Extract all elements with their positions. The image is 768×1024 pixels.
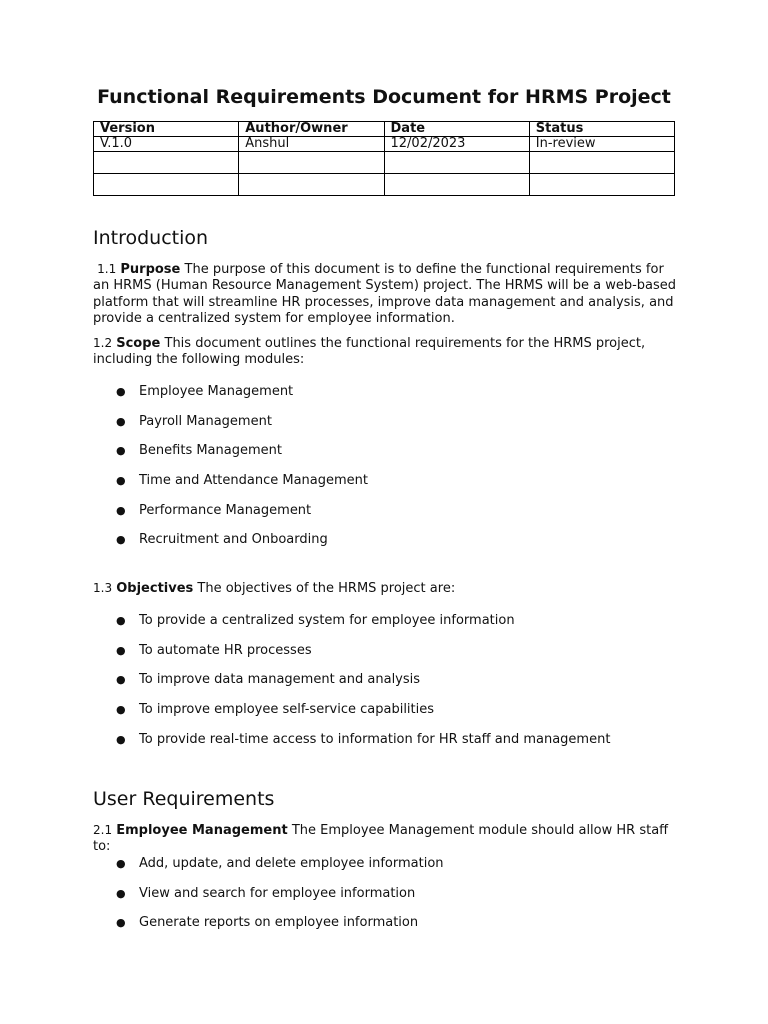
purpose-label: Purpose bbox=[120, 262, 181, 277]
scope-paragraph bbox=[93, 335, 683, 369]
list-item: ● Add, update, and delete employee information bbox=[116, 856, 444, 871]
version-cell bbox=[94, 174, 239, 196]
purpose-paragraph bbox=[93, 261, 683, 327]
bullet-icon: ● bbox=[116, 643, 126, 657]
document-title: Functional Requirements Document for HRMS Project bbox=[97, 86, 671, 108]
purpose-number: 1.1 bbox=[97, 262, 117, 276]
list-item: ● To automate HR processes bbox=[116, 642, 312, 658]
scope-label: Scope bbox=[116, 336, 161, 351]
list-item: ● View and search for employee information bbox=[116, 885, 416, 901]
bullet-icon: ● bbox=[116, 703, 126, 717]
bullet-icon: ● bbox=[116, 916, 126, 930]
author-cell bbox=[239, 152, 384, 174]
status-cell bbox=[529, 152, 674, 174]
list-item: ● Recruitment and Onboarding bbox=[116, 532, 328, 548]
version-table-header-row bbox=[94, 122, 675, 137]
status-cell bbox=[529, 174, 674, 196]
table-row bbox=[94, 152, 675, 174]
date-cell bbox=[384, 174, 529, 196]
bullet-icon: ● bbox=[116, 385, 126, 398]
table-row bbox=[94, 174, 675, 196]
bullet-icon: ● bbox=[116, 414, 126, 428]
bullet-icon: ● bbox=[116, 503, 126, 517]
list-item: ● Performance Management bbox=[116, 502, 312, 518]
objectives-number: 1.3 bbox=[93, 581, 113, 595]
version-header: Version bbox=[94, 122, 239, 137]
list-item: ● To provide real-time access to information for HR staff and management bbox=[116, 731, 611, 747]
status-cell: In-review bbox=[529, 137, 674, 152]
bullet-icon: ● bbox=[116, 533, 126, 547]
version-cell bbox=[94, 152, 239, 174]
list-item: ● Generate reports on employee information bbox=[116, 915, 419, 931]
list-item: ● To improve data management and analysis bbox=[116, 672, 421, 688]
author-cell: Anshul bbox=[239, 137, 384, 152]
employee-management-number: 2.1 bbox=[93, 823, 113, 837]
date-cell: 12/02/2023 bbox=[384, 137, 529, 152]
scope-text: This document outlines the functional requirements for the HRMS project, including the following modules: bbox=[93, 336, 646, 368]
employee-management-list bbox=[93, 856, 683, 945]
version-cell: V.1.0 bbox=[94, 137, 239, 152]
objectives-list bbox=[93, 613, 683, 761]
purpose-text: The purpose of this document is to define the functional requirements for an HRMS (Human Resource Management System) project. The HRMS will be a web-based platform that will streamline HR processes, improve data management and analysis, and provide a centralized system for employee information. bbox=[93, 262, 677, 326]
bullet-icon: ● bbox=[116, 614, 126, 627]
objectives-text: The objectives of the HRMS project are: bbox=[197, 581, 456, 596]
date-cell bbox=[384, 152, 529, 174]
scope-modules-list bbox=[93, 384, 683, 562]
objectives-label: Objectives bbox=[116, 581, 194, 596]
scope-number: 1.2 bbox=[93, 336, 113, 350]
bullet-icon: ● bbox=[116, 886, 126, 900]
bullet-icon: ● bbox=[116, 732, 126, 746]
author-owner-header: Author/Owner bbox=[239, 122, 384, 137]
user-requirements-heading: User Requirements bbox=[93, 788, 275, 810]
list-item: ● Benefits Management bbox=[116, 443, 282, 459]
bullet-icon: ● bbox=[116, 444, 126, 458]
employee-management-paragraph bbox=[93, 822, 683, 856]
objectives-paragraph bbox=[93, 580, 683, 597]
employee-management-text: The Employee Management module should allow HR staff to: bbox=[93, 823, 669, 855]
status-header: Status bbox=[529, 122, 674, 137]
date-header: Date bbox=[384, 122, 529, 137]
table-row bbox=[94, 137, 675, 152]
bullet-icon: ● bbox=[116, 474, 126, 488]
list-item: ● Payroll Management bbox=[116, 413, 272, 429]
list-item: ● To provide a centralized system for employee information bbox=[116, 613, 515, 628]
bullet-icon: ● bbox=[116, 857, 126, 870]
author-cell bbox=[239, 174, 384, 196]
employee-management-label: Employee Management bbox=[116, 823, 288, 838]
version-table bbox=[93, 121, 675, 196]
list-item: ● Employee Management bbox=[116, 384, 294, 399]
list-item: ● Time and Attendance Management bbox=[116, 473, 369, 489]
bullet-icon: ● bbox=[116, 673, 126, 687]
list-item: ● To improve employee self-service capabilities bbox=[116, 702, 435, 718]
introduction-heading: Introduction bbox=[93, 227, 209, 249]
